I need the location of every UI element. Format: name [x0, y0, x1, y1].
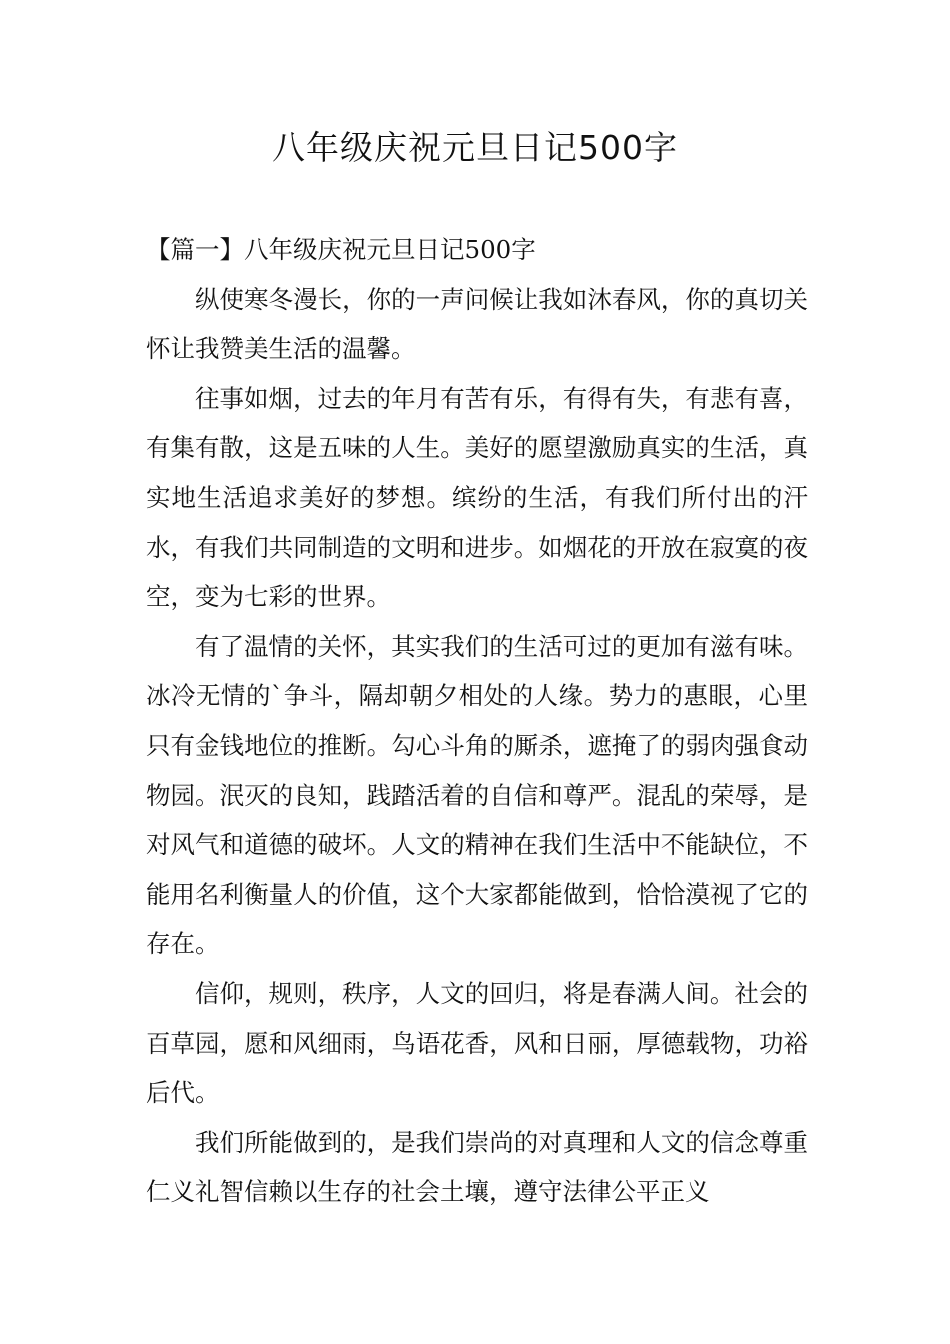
- document-title: 八年级庆祝元旦日记500字: [272, 128, 678, 167]
- paragraph-3: 有了温情的关怀，其实我们的生活可过的更加有滋有味。冰冷无情的`争斗，隔却朝夕相处的人缘。势力的惠眼，心里只有金钱地位的推断。勾心斗角的厮杀，遮掩了的弱肉强食动物园。泯灭的良知，践踏活着的自信和尊严。混乱的荣辱，是对风气和道德的破坏。人文的精神在我们生活中不能缺位，不能用名利衡量人的价值，这个大家都能做到，恰恰漠视了它的存在。: [146, 631, 808, 959]
- paragraph-5: 我们所能做到的，是我们崇尚的对真理和人文的信念尊重仁义礼智信赖以生存的社会土壤，遵守法律公平正义: [146, 1127, 808, 1207]
- paragraph-4: 信仰，规则，秩序，人文的回归，将是春满人间。社会的百草园，愿和风细雨，鸟语花香，风和日丽，厚德载物，功裕后代。: [146, 978, 808, 1108]
- section-heading: 【篇一】八年级庆祝元旦日记500字: [146, 235, 536, 264]
- paragraph-2: 往事如烟，过去的年月有苦有乐，有得有失，有悲有喜，有集有散，这是五味的人生。美好的愿望激励真实的生活，真实地生活追求美好的梦想。缤纷的生活，有我们所付出的汗水，有我们共同制造的文明和进步。如烟花的开放在寂寞的夜空，变为七彩的世界。: [146, 383, 808, 612]
- document-body: [146, 225, 808, 1217]
- paragraph-1: 纵使寒冬漫长，你的一声问候让我如沐春风，你的真切关怀让我赞美生活的温馨。: [146, 284, 808, 364]
